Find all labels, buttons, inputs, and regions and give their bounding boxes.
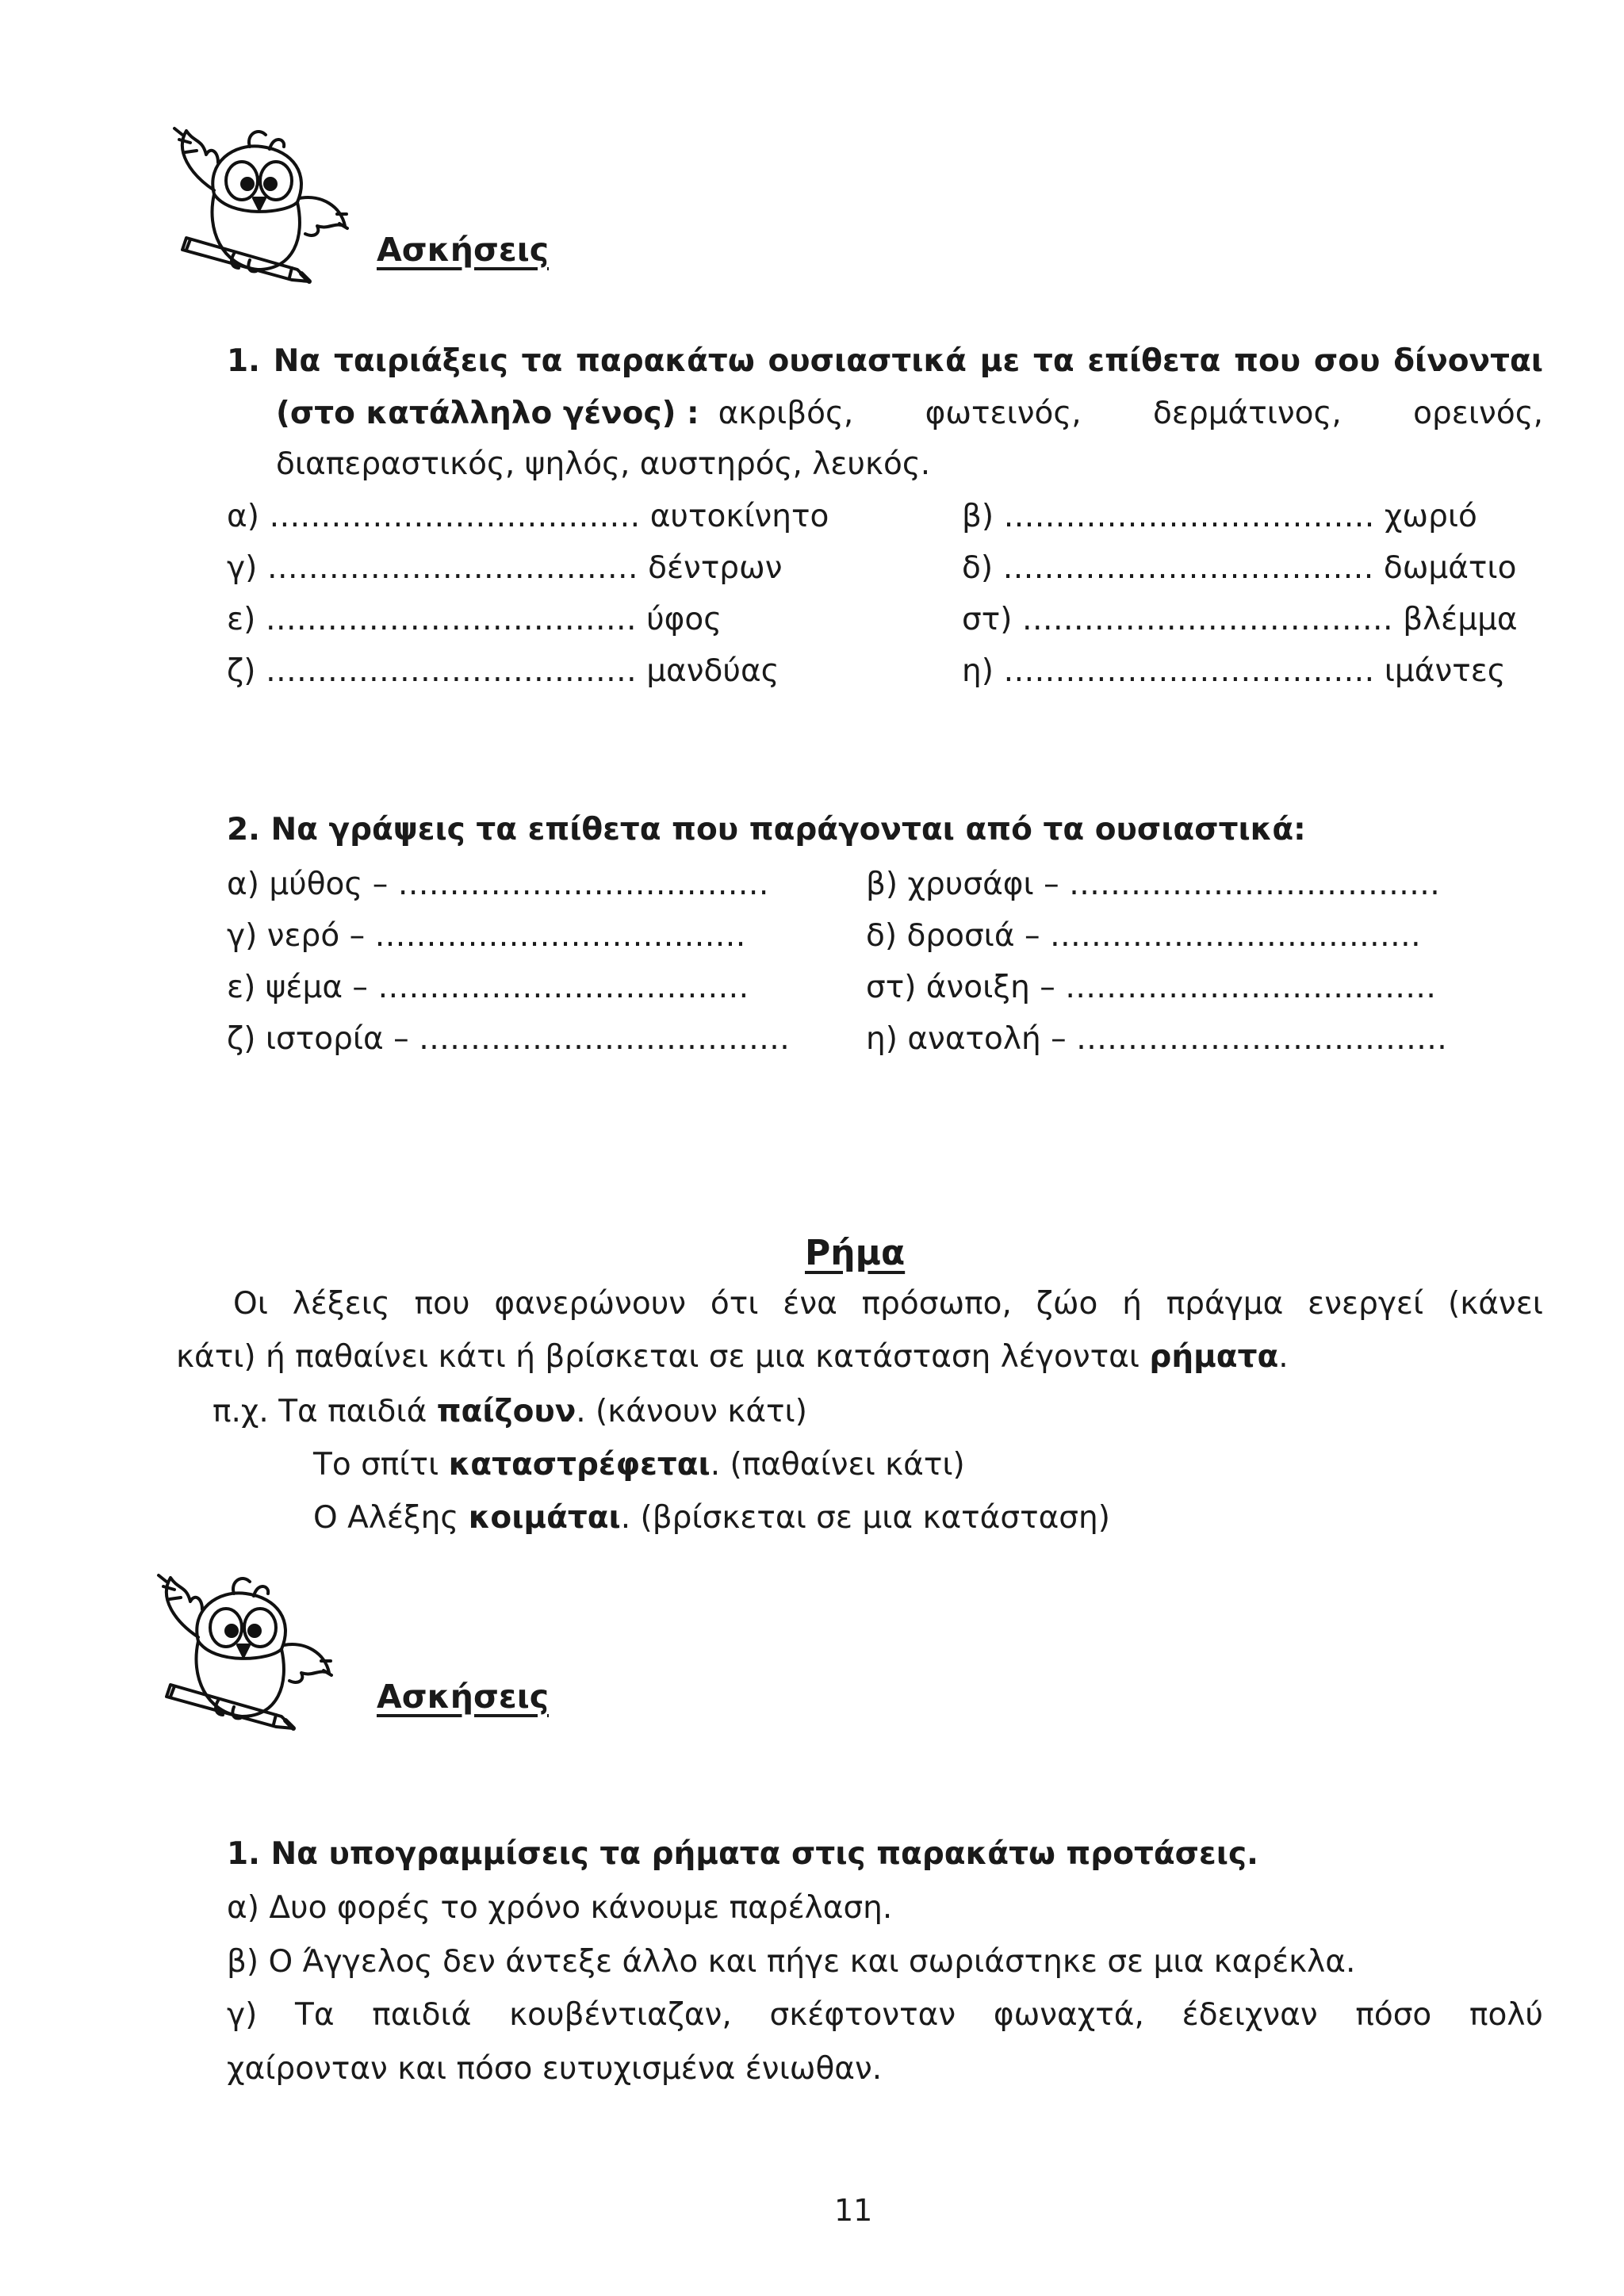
page-number: 11 xyxy=(834,2193,873,2228)
exercises-heading: Ασκήσεις xyxy=(377,231,550,269)
fill-item: α) ……………………………… αυτοκίνητο xyxy=(227,499,829,534)
adjective-list-continued: διαπεραστικός, ψηλός, αυστηρός, λευκός. xyxy=(276,446,931,482)
exercises-heading: Ασκήσεις xyxy=(377,1678,550,1716)
fill-item: στ) ……………………………… βλέμμα xyxy=(962,602,1518,637)
fill-item: στ) άνοιξη – ……………………………… xyxy=(866,970,1437,1005)
example-1: π.χ. Τα παιδιά παίζουν. (κάνουν κάτι) xyxy=(213,1394,807,1429)
verb-example: κοιμάται xyxy=(468,1500,621,1536)
fill-item: ζ) ιστορία – ……………………………… xyxy=(227,1021,791,1057)
definition-line-1: Οι λέξεις που φανερώνουν ότι ένα πρόσωπο, ζώο ή πράγμα ενεργεί (κάνει xyxy=(233,1286,1543,1322)
sentence-a: α) Δυο φορές το χρόνο κάνουμε παρέλαση. xyxy=(227,1890,893,1926)
exercise-2-title: 2. Να γράψεις τα επίθετα που παράγονται από τα ουσιαστικά: xyxy=(227,812,1306,848)
exercise-verbs-title: 1. Να υπογραμμίσεις τα ρήματα στις παρακάτω προτάσεις. xyxy=(227,1836,1258,1872)
fill-item: β) χρυσάφι – ……………………………… xyxy=(866,867,1440,902)
adjective-list: ακριβός, φωτεινός, δερμάτινος, ορεινός, xyxy=(718,396,1543,431)
sentence-c-continued: χαίρονταν και πόσο ευτυχισμένα ένιωθαν. xyxy=(227,2051,883,2087)
example-3: Ο Αλέξης κοιμάται. (βρίσκεται σε μια κατάσταση) xyxy=(313,1500,1110,1536)
sentence-c: γ) Τα παιδιά κουβέντιαζαν, σκέφτονταν φωναχτά, έδειχναν πόσο πολύ xyxy=(227,1997,1543,2033)
verb-example: καταστρέφεται xyxy=(448,1447,710,1483)
fill-item: α) μύθος – ……………………………… xyxy=(227,867,769,902)
fill-item: β) ……………………………… χωριό xyxy=(962,499,1477,534)
fill-item: δ) ……………………………… δωμάτιο xyxy=(962,550,1517,586)
sentence-b: β) Ο Άγγελος δεν άντεξε άλλο και πήγε και σωριάστηκε σε μια καρέκλα. xyxy=(227,1944,1356,1980)
fill-item: δ) δροσιά – ……………………………… xyxy=(866,918,1421,954)
exercise-1-title: 1. Να ταιριάξεις τα παρακάτω ουσιαστικά με τα επίθετα που σου δίνονται xyxy=(227,343,1543,379)
owl-pencil-illustration xyxy=(159,119,357,289)
exercise-1-adjectives-line xyxy=(276,395,1543,434)
fill-item: ζ) ……………………………… μανδύας xyxy=(227,653,779,689)
fill-item: γ) ……………………………… δέντρων xyxy=(227,550,783,586)
verb-example: παίζουν xyxy=(436,1394,576,1429)
fill-item: ε) ……………………………… ύφος xyxy=(227,602,722,637)
fill-item: ε) ψέμα – ……………………………… xyxy=(227,970,749,1005)
instruction-bold: (στο κατάλληλο γένος) : xyxy=(276,396,699,431)
owl-pencil-illustration xyxy=(143,1566,341,1736)
example-2: Το σπίτι καταστρέφεται. (παθαίνει κάτι) xyxy=(313,1447,965,1483)
rima-heading: Ρήμα xyxy=(805,1233,906,1273)
fill-item: η) ……………………………… ιμάντες xyxy=(962,653,1506,689)
fill-item: γ) νερό – ……………………………… xyxy=(227,918,746,954)
keyword-rimata: ρήματα xyxy=(1149,1339,1279,1375)
definition-line-2: κάτι) ή παθαίνει κάτι ή βρίσκεται σε μια κατάσταση λέγονται ρήματα. xyxy=(176,1339,1289,1375)
fill-item: η) ανατολή – ……………………………… xyxy=(866,1021,1447,1057)
